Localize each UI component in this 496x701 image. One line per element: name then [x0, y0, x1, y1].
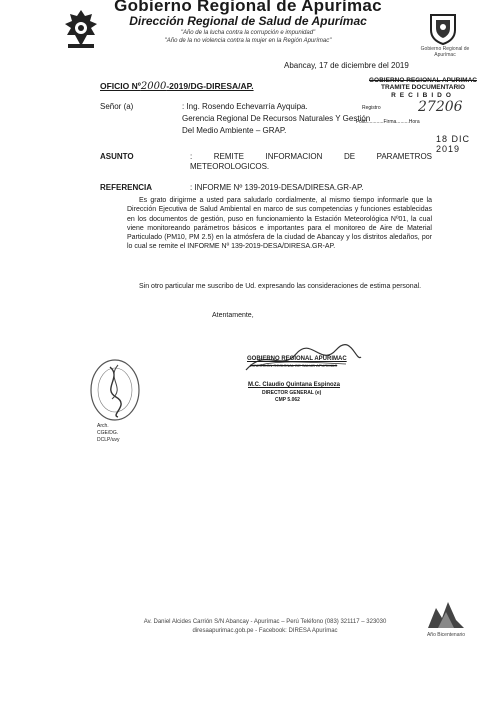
body-paragraph-1: Es grato dirigirme a usted para saludarlo cordialmente, al mismo tiempo informarle que la Dirección Ejecutiva de Salud Ambiental en marco de sus competencias y funciones establecidas en los documentos de gestión, puso en funcionamiento la Estación Meteorológica Nº01, la cual viene monitoreando parámetros básicos e importantes para el monitoreo de Aire de Material Particulado (PM10, PM 2.5) en la atmósfera de la ciudad de Abancay y los distritos aledaños, por lo cual se remite el INFORME Nº 139-2019-DESA/DIRESA.GR-AP.	[127, 197, 432, 251]
asunto-text: : REMITE INFORMACION DE PARAMETROS METEOROLOGICOS.	[190, 152, 432, 171]
header-title: Gobierno Regional de Apurímac	[114, 0, 382, 15]
stamp-office: TRAMITE DOCUMENTARIO	[380, 84, 465, 91]
official-seal	[88, 355, 142, 425]
signature-org: GOBIERNO REGIONAL APURIMAC	[247, 356, 347, 362]
document-date: Abancay, 17 de diciembre del 2019	[284, 61, 409, 70]
stamp-registro-value: 27206	[418, 99, 463, 115]
recipient-office-cont: Del Medio Ambiente – GRAP.	[182, 126, 287, 135]
cc-line-2: CGE/DG.	[97, 430, 119, 436]
cc-line-1: Arch.	[97, 423, 109, 429]
bicentennial-logo	[424, 598, 468, 632]
closing-text: Atentamente,	[212, 312, 254, 319]
oficio-suffix: -2019/DG-DIRESA/AP.	[166, 81, 254, 91]
oficio-handwritten-number: 2000	[140, 81, 167, 92]
stamp-folio-line: Folio............Firma.........Hora	[356, 119, 420, 125]
oficio-number	[100, 81, 254, 92]
header-motto-2: "Año de la no violencia contra la mujer en la Región Apurímac"	[164, 38, 332, 44]
header-motto-1: "Año de la lucha contra la corrupción e impunidad"	[180, 30, 316, 36]
recipient-office: Gerencia Regional De Recursos Naturales Y Gestión	[182, 114, 371, 123]
recipient-label: Señor (a)	[100, 102, 134, 111]
stamp-registro-label: Registro	[362, 105, 381, 111]
referencia-text: : INFORME Nº 139-2019-DESA/DIRESA.GR-AP.	[190, 183, 364, 192]
bicentennial-caption: Año Bicentenario	[426, 632, 466, 638]
reception-stamp	[356, 77, 490, 153]
stamp-date: 18 DIC 2019	[436, 134, 471, 154]
signatory-role: DIRECTOR GENERAL (e)	[262, 390, 322, 396]
recipient-name: : Ing. Rosendo Echevarría Ayquipa.	[182, 102, 308, 111]
asunto-label: ASUNTO	[100, 152, 134, 161]
oficio-prefix: OFICIO Nº	[100, 81, 141, 91]
header-subtitle: Dirección Regional de Salud de Apurímac	[129, 14, 367, 28]
right-logo-caption: Gobierno Regional de Apurímac	[420, 46, 470, 58]
signatory-cmp: CMP 5.062	[275, 397, 300, 403]
signatory-name: M.C. Claudio Quintana Espinoza	[248, 382, 341, 388]
cc-line-3: DCLP/uvy	[97, 437, 120, 443]
referencia-label: REFERENCIA	[100, 183, 153, 192]
stamp-received: RECIBIDO	[391, 92, 455, 99]
body-paragraph-2: Sin otro particular me suscribo de Ud. expresando las consideraciones de estima personal.	[139, 283, 422, 290]
signature-dept: DIRECCION REGIONAL DE SALUD APURIMAC	[250, 363, 338, 368]
footer-web: diresaapurimac.gob.pe - Facebook: DIRESA Apurímac	[192, 628, 338, 634]
footer-address: Av. Daniel Alcides Carrión S/N Abancay - Apurímac – Perú Teléfono (083) 321117 – 323030	[143, 619, 387, 625]
stamp-org: GOBIERNO REGIONAL APURIMAC	[369, 77, 477, 84]
